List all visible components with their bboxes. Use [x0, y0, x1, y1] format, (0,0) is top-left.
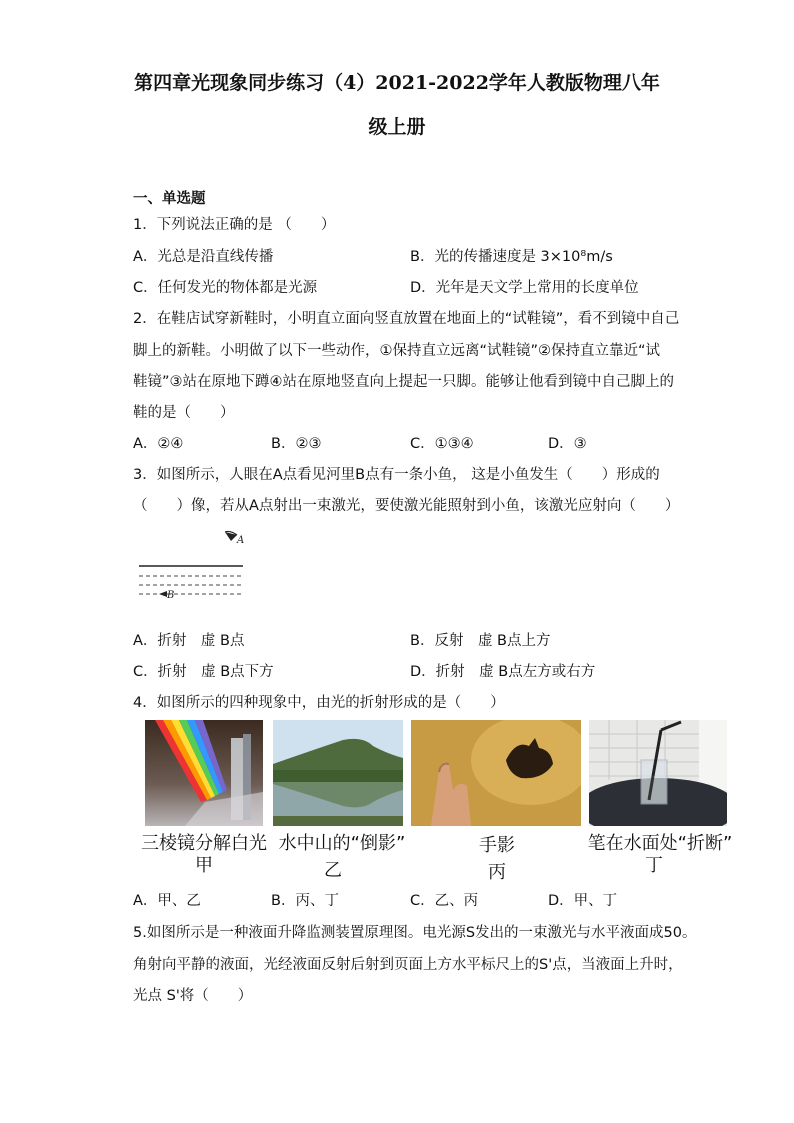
- caption-pen-broken-label: 丁: [645, 855, 663, 876]
- caption-reflection-label: 乙: [324, 860, 342, 881]
- point-a-label: A: [237, 535, 245, 546]
- caption-pen-broken: 笔在水面处“折断”: [587, 833, 733, 854]
- caption-hand-shadow-label: 丙: [488, 862, 506, 883]
- question-3-line-2: （ ）像，若从A点射出一束激光，要使激光能照射到小鱼，该激光应射向（ ）: [133, 498, 680, 514]
- question-3-figure: [133, 526, 253, 608]
- question-4-option-a: A．甲、乙: [133, 893, 201, 909]
- caption-prism: 三棱镜分解白光: [141, 833, 267, 854]
- question-4-option-b: B．丙、丁: [271, 893, 339, 909]
- mountain-reflection-photo: [273, 720, 403, 826]
- question-1-option-d: D．光年是天文学上常用的长度单位: [410, 280, 639, 296]
- point-b-label: B: [167, 590, 175, 601]
- question-2-option-c: C．①③④: [410, 436, 474, 452]
- caption-prism-label: 甲: [195, 855, 213, 876]
- question-2-line-2: 脚上的新鞋。小明做了以下一些动作，①保持直立远离“试鞋镜”②保持直立靠近“试: [133, 343, 661, 359]
- caption-reflection: 水中山的“倒影”: [278, 833, 406, 854]
- question-3-option-a: A．折射 虚 B点: [133, 633, 245, 649]
- question-3-option-b: B．反射 虚 B点上方: [410, 633, 551, 649]
- page-title-line-2: 级上册: [368, 116, 426, 138]
- question-5-line-3: 光点 S'将（ ）: [133, 988, 253, 1004]
- question-3-option-c: C．折射 虚 B点下方: [133, 664, 274, 680]
- hand-shadow-photo: [411, 720, 581, 826]
- pen-in-water-photo: [589, 720, 727, 826]
- question-1-option-a: A．光总是沿直线传播: [133, 249, 274, 265]
- question-2-line-1: 2．在鞋店试穿新鞋时，小明直立面向竖直放置在地面上的“试鞋镜”，看不到镜中自己: [133, 311, 680, 327]
- question-4-option-c: C．乙、丙: [410, 893, 479, 909]
- question-2-option-d: D．③: [548, 436, 587, 452]
- question-4-option-d: D．甲、丁: [548, 893, 618, 909]
- question-4-stem: 4．如图所示的四种现象中，由光的折射形成的是（ ）: [133, 695, 505, 711]
- question-5-line-1: 5.如图所示是一种液面升降监测装置原理图。电光源S发出的一束激光与水平液面成50。: [133, 925, 697, 941]
- eye-icon: [225, 531, 237, 541]
- prism-photo: [145, 720, 263, 826]
- page-title-line-1: 第四章光现象同步练习（4）2021-2022学年人教版物理八年: [134, 72, 660, 94]
- question-1-option-b: B．光的传播速度是 3×10⁸m/s: [410, 249, 613, 265]
- question-2-line-3: 鞋镜”③站在原地下蹲④站在原地竖直向上提起一只脚。能够让他看到镜中自己脚上的: [133, 374, 675, 390]
- question-1-option-c: C．任何发光的物体都是光源: [133, 280, 318, 296]
- fish-icon: [159, 591, 167, 597]
- question-3-option-d: D．折射 虚 B点左方或右方: [410, 664, 596, 680]
- question-1-stem: 1．下列说法正确的是 （ ）: [133, 217, 336, 233]
- question-5-line-2: 角射向平静的液面，光经液面反射后射到页面上方水平标尺上的S'点，当液面上升时，: [133, 957, 683, 973]
- eye-and-fish-diagram: [133, 526, 253, 608]
- caption-hand-shadow: 手影: [479, 835, 515, 856]
- question-2-option-b: B．②③: [271, 436, 322, 452]
- question-2-option-a: A．②④: [133, 436, 184, 452]
- question-3-line-1: 3．如图所示，人眼在A点看见河里B点有一条小鱼， 这是小鱼发生（ ）形成的: [133, 467, 660, 483]
- question-2-line-4: 鞋的是（ ）: [133, 405, 235, 421]
- section-heading: 一、单选题: [133, 191, 206, 207]
